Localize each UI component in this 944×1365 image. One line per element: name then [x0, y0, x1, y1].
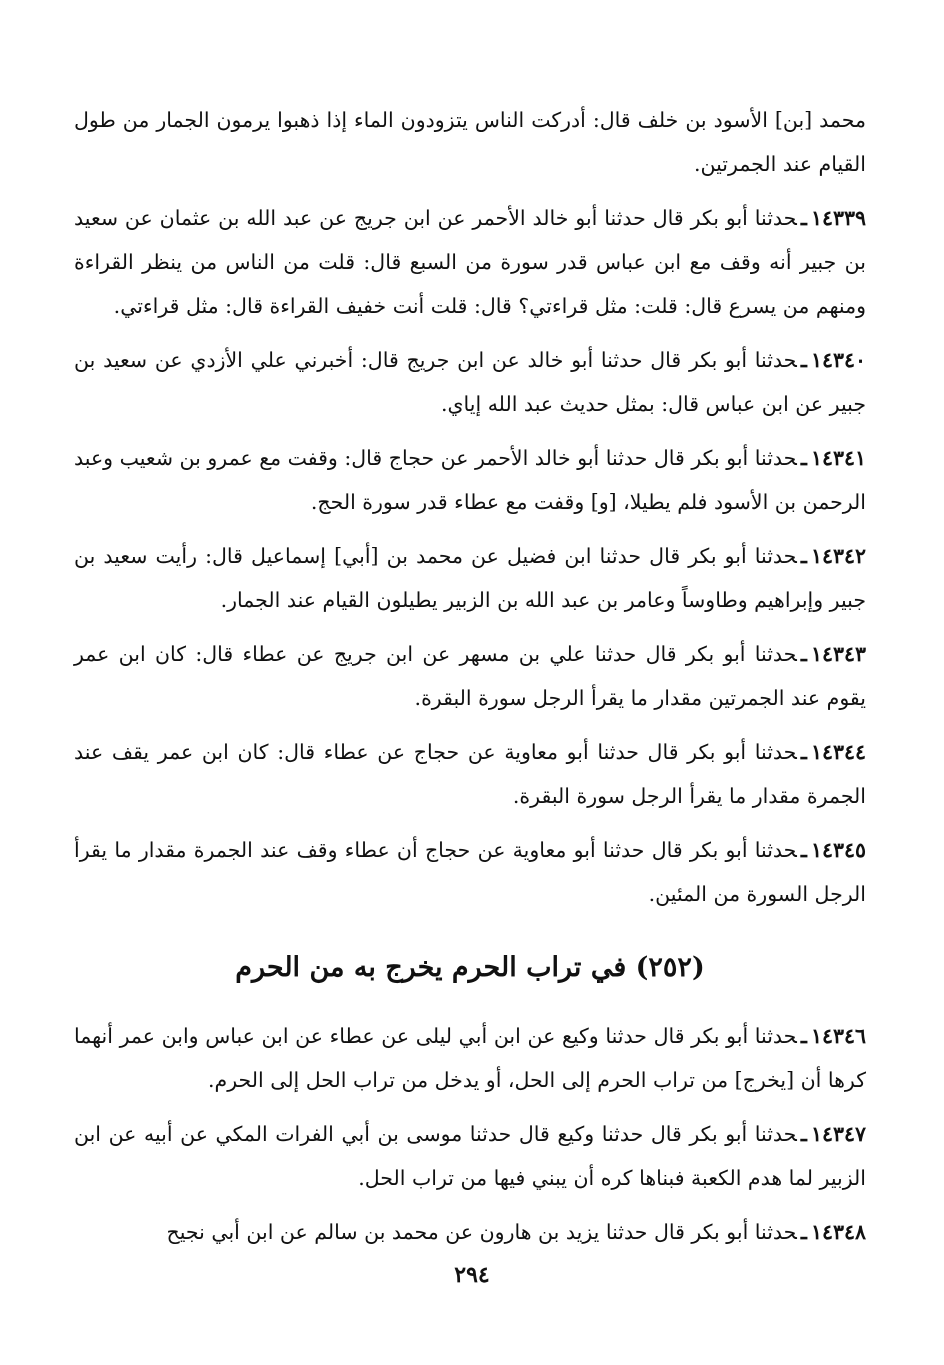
entry-separator: ـ	[800, 740, 807, 764]
hadith-text: حدثنا أبو بكر قال حدثنا وكيع عن ابن أبي ليلى عن عطاء عن ابن عباس وابن عمر أنهما كرها أن [يخرج] من تراب الحرم إلى الحل، أو يدخل من تراب الحل إلى الحرم.	[74, 1024, 866, 1092]
hadith-number: ١٤٣٣٩	[810, 206, 866, 230]
entry-separator: ـ	[800, 838, 807, 862]
hadith-text: حدثنا أبو بكر قال حدثنا يزيد بن هارون عن محمد بن سالم عن ابن أبي نجيح	[166, 1220, 797, 1244]
hadith-entry	[74, 828, 866, 916]
hadith-text: حدثنا أبو بكر قال حدثنا أبو معاوية عن حجاج عن عطاء قال: كان ابن عمر يقف عند الجمرة مقدار ما يقرأ الرجل سورة البقرة.	[74, 740, 866, 808]
entry-separator: ـ	[800, 1122, 807, 1146]
hadith-number: ١٤٣٤٣	[810, 642, 866, 666]
entry-separator: ـ	[800, 642, 807, 666]
entry-separator: ـ	[800, 206, 807, 230]
hadith-number: ١٤٣٤٨	[810, 1220, 866, 1244]
chapter-heading: (٢٥٢) في تراب الحرم يخرج به من الحرم	[235, 952, 705, 983]
hadith-entry	[74, 1014, 866, 1102]
hadith-entry	[74, 534, 866, 622]
hadith-text: حدثنا أبو بكر قال حدثنا أبو خالد الأحمر عن ابن جريج عن عبد الله بن عثمان عن سعيد بن جبير أنه وقف مع ابن عباس قدر سورة من السبع قال: قلت من الناس من ينظر القراءة ومنهم من يسرع قال: قلت: مثل قراءتي؟ قال: قلت أنت خفيف القراءة قال: مثل قراءتي.	[74, 206, 866, 318]
hadith-entry	[74, 436, 866, 524]
hadith-entry	[74, 1112, 866, 1200]
hadith-number: ١٤٣٤٧	[810, 1122, 866, 1146]
hadith-text: حدثنا أبو بكر قال حدثنا أبو خالد الأحمر عن حجاج قال: وقفت مع عمرو بن شعيب وعبد الرحمن بن الأسود فلم يطيلا، [و] وقفت مع عطاء قدر سورة الحج.	[74, 446, 866, 514]
hadith-entry	[74, 196, 866, 328]
entry-separator: ـ	[800, 1024, 807, 1048]
hadith-number: ١٤٣٤٠	[810, 348, 866, 372]
entry-separator: ـ	[800, 348, 807, 372]
hadith-text: حدثنا أبو بكر قال حدثنا أبو معاوية عن حجاج أن عطاء وقف عند الجمرة مقدار ما يقرأ الرجل السورة من المئين.	[74, 838, 866, 906]
hadith-entry	[74, 730, 866, 818]
hadith-number: ١٤٣٤٥	[810, 838, 866, 862]
hadith-number: ١٤٣٤١	[810, 446, 866, 470]
hadith-text: حدثنا أبو بكر قال حدثنا وكيع قال حدثنا موسى بن أبي الفرات المكي عن أبيه عن ابن الزبير لما هدم الكعبة فبناها كره أن يبني فيها من تراب الحل.	[74, 1122, 866, 1190]
hadith-number: ١٤٣٤٤	[810, 740, 866, 764]
hadith-text: حدثنا أبو بكر قال حدثنا أبو خالد عن ابن جريج قال: أخبرني علي الأزدي عن سعيد بن جبير عن ابن عباس قال: بمثل حديث عبد الله إياي.	[74, 348, 866, 416]
intro-paragraph	[74, 98, 866, 186]
intro-text: محمد [بن] الأسود بن خلف قال: أدركت الناس يتزودون الماء إذا ذهبوا يرمون الجمار من طول القيام عند الجمرتين.	[74, 108, 866, 176]
page-number: ٢٩٤	[454, 1262, 490, 1288]
hadith-text: حدثنا أبو بكر قال حدثنا ابن فضيل عن محمد بن [أبي] إسماعيل قال: رأيت سعيد بن جبير وإبراهيم وطاوساً وعامر بن عبد الله بن الزبير يطيلون القيام عند الجمار.	[74, 544, 866, 612]
entry-separator: ـ	[800, 446, 807, 470]
hadith-text: حدثنا أبو بكر قال حدثنا علي بن مسهر عن ابن جريج عن عطاء قال: كان ابن عمر يقوم عند الجمرتين مقدار ما يقرأ الرجل سورة البقرة.	[74, 642, 866, 710]
entry-separator: ـ	[800, 1220, 807, 1244]
entry-separator: ـ	[800, 544, 807, 568]
hadith-entry	[74, 632, 866, 720]
page-body	[74, 98, 866, 1264]
hadith-number: ١٤٣٤٢	[810, 544, 866, 568]
hadith-entry	[74, 1210, 866, 1254]
hadith-entry	[74, 338, 866, 426]
hadith-number: ١٤٣٤٦	[810, 1024, 866, 1048]
